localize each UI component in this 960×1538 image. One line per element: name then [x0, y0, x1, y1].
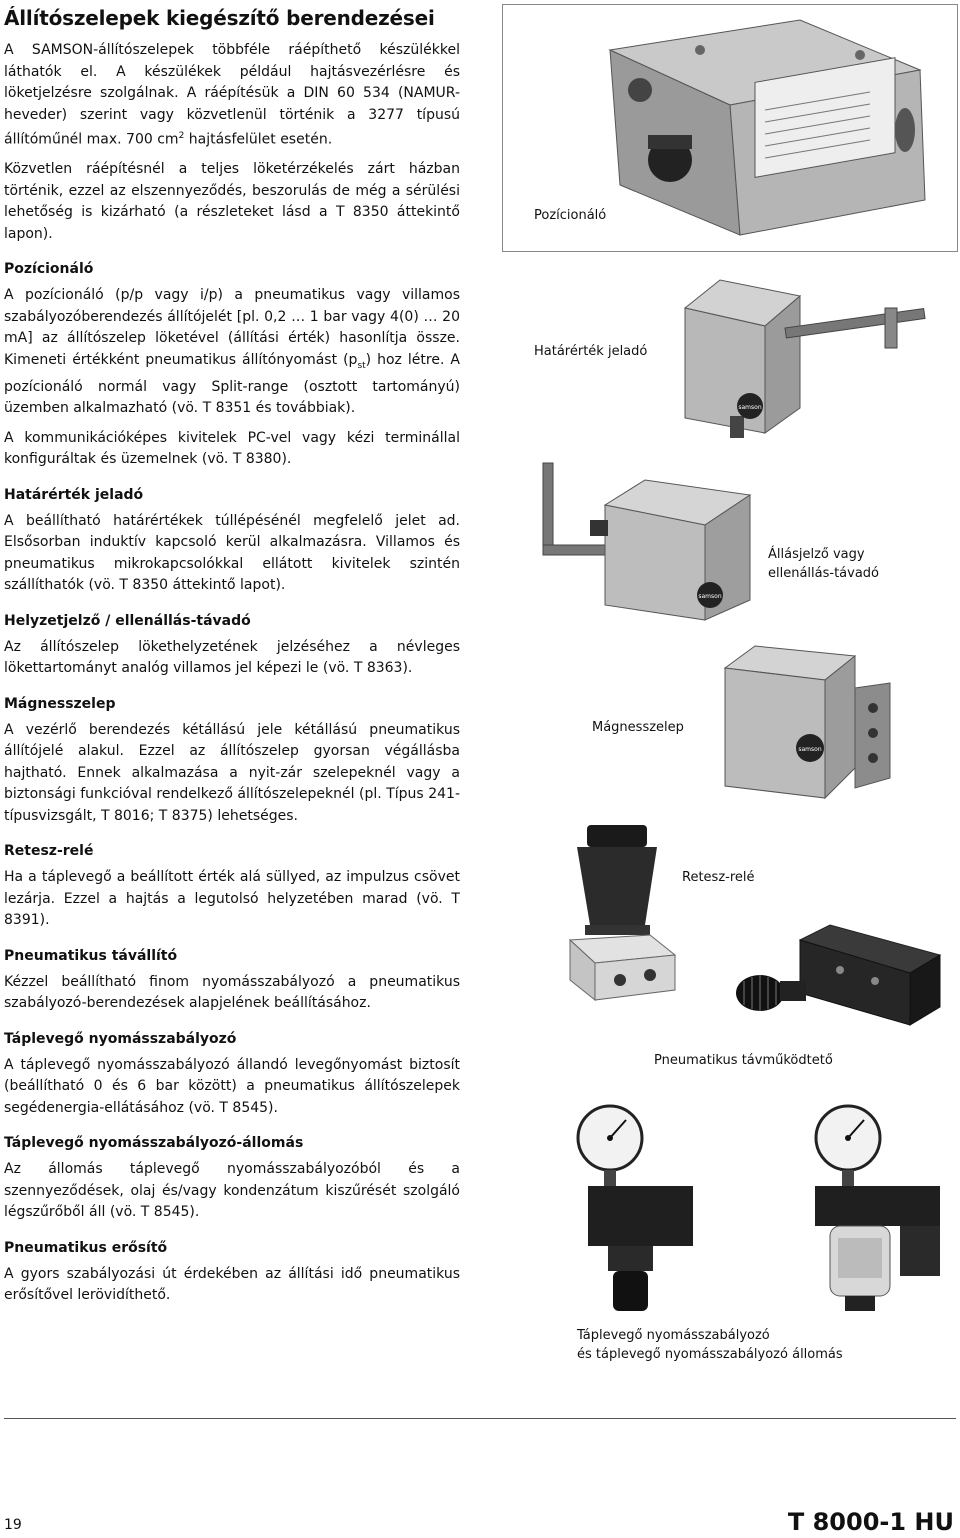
- transmitter-photo: [535, 455, 765, 625]
- lockup-relay-photo: [565, 815, 680, 1005]
- section-paragraph: A pozícionáló (p/p vagy i/p) a pneumatikus vagy villamos szabályozóberendezés állítójelét [pl. 0,2 … 1 bar vagy 4(0) … 20 mA] az állítószelep löketével (állítási érték) hasonlítja össze. Kimeneti értékként pneumatikus állítónyomást $(p_{st})$ hoz létre. A pozícionáló normál vagy Split-range (osztott tartományú) üzemben alkalmazható (vö. T 8351 és továbbiak).: [4, 287, 460, 417]
- section-heading: Határérték jeladó: [4, 486, 144, 503]
- section-lockup: [4, 841, 460, 932]
- limit-switch-photo: [675, 268, 930, 443]
- caption-limit-switch: Határérték jeladó: [534, 344, 648, 359]
- section-solenoid: [4, 694, 460, 828]
- section-booster: [4, 1238, 460, 1307]
- section-limit-switch: [4, 485, 460, 597]
- section-heading: Helyzetjelző / ellenállás-távadó: [4, 612, 251, 629]
- section-paragraph: A vezérlő berendezés kétállású jele kétállású pneumatikus állítójelé alakul. Ezzel az állítószelep gyorsan végállásba hajtható. Ennek alkalmazása a nyit-zár szelepeknél vagy a biztonsági funkcióval rendelkező állítószelepeknél (pl. Típus 241-típusvizsgált, T 8016; T 8375) lehetséges.: [4, 721, 460, 824]
- caption-remote: Pneumatikus távműködtető: [654, 1053, 833, 1068]
- section-heading: Pozícionáló: [4, 261, 94, 278]
- text-column: [4, 0, 460, 1315]
- limit-switch-logo: samson: [738, 404, 762, 411]
- section-heading: Mágnesszelep: [4, 695, 116, 712]
- caption-transmitter-2: ellenállás-távadó: [768, 566, 880, 581]
- page-title: Állítószelepek kiegészítő berendezései: [4, 6, 435, 30]
- document-number: T 8000-1 HU: [787, 1508, 954, 1536]
- section-heading: Táplevegő nyomásszabályozó-állomás: [4, 1135, 304, 1152]
- footer-rule: [4, 1418, 956, 1419]
- section-paragraph: A kommunikációképes kivitelek PC-vel vagy kézi terminállal konfiguráltak és üzemelnek (vö. T 8380).: [4, 429, 460, 468]
- section-heading: Táplevegő nyomásszabályozó: [4, 1030, 237, 1047]
- section-paragraph: Kézzel beállítható finom nyomásszabályozó a pneumatikus szabályozó-berendezések alapjelének beállításához.: [4, 973, 460, 1012]
- section-heading: Retesz-relé: [4, 843, 94, 860]
- intro-paragraph-2: Közvetlen ráépítésnél a teljes löketérzékelés zárt házban történik, ezzel az elszennyeződés, beszorulás de még a sérülési lehetőség is kizárható (a részleteket lásd a T 8350 áttekintő lapon).: [4, 161, 460, 242]
- section-remote: [4, 946, 460, 1015]
- solenoid-valve-photo: [715, 638, 905, 808]
- section-positioner: [4, 259, 460, 471]
- section-heading: Pneumatikus erősítő: [4, 1239, 168, 1256]
- section-paragraph: Az állomás táplevegő nyomásszabályozóból és a szennyeződések, olaj és/vagy kondenzátum kiszűrését szolgáló légszűrőből áll (vö. T 8545).: [4, 1161, 460, 1221]
- caption-transmitter-1: Állásjelző vagy: [768, 547, 865, 562]
- caption-positioner: Pozícionáló: [534, 208, 607, 223]
- section-paragraph: A gyors szabályozási út érdekében az állítási idő pneumatikus erősítővel lerövidíthető.: [4, 1265, 460, 1304]
- section-paragraph: A beállítható határértékek túllépésénél megfelelő jelet ad. Elsősorban induktív kapcsoló kerül alkalmazásra. Villamos és pneumatikus mikrokapcsolókkal ellátott kivitelek szintén szállíthatók (vö. T 8350 áttekintő lapot).: [4, 512, 460, 594]
- solenoid-logo: samson: [798, 746, 822, 753]
- caption-regulator-2: és táplevegő nyomásszabályozó állomás: [577, 1347, 843, 1362]
- caption-lockup: Retesz-relé: [682, 870, 755, 885]
- caption-solenoid: Mágnesszelep: [592, 720, 684, 735]
- remote-adjuster-photo: [730, 915, 950, 1045]
- section-paragraph: Ha a táplevegő a beállított érték alá süllyed, az impulzus csövet lezárja. Ezzel a hajtás a legutolsó helyzetében marad (vö. T 8391).: [4, 869, 460, 929]
- section-transmitter: [4, 611, 460, 680]
- section-paragraph: Az állítószelep lökethelyzetének jelzéséhez a névleges lökettartományt analóg villamos jel képezi le (vö. T 8363).: [4, 638, 460, 677]
- transmitter-logo: samson: [698, 593, 722, 600]
- page-number: 19: [4, 1517, 22, 1533]
- section-station: [4, 1133, 460, 1224]
- caption-regulator-1: Táplevegő nyomásszabályozó: [577, 1328, 770, 1343]
- pressure-regulator-station-photo: [800, 1098, 950, 1313]
- section-regulator: [4, 1029, 460, 1120]
- section-paragraph: A táplevegő nyomásszabályozó állandó levegőnyomást biztosít (beállítható 0 és 6 bar között) a pneumatikus állítószelepek segédenergia-ellátásához (vö. T 8545).: [4, 1056, 460, 1116]
- section-heading: Pneumatikus távállító: [4, 947, 178, 964]
- intro-paragraph-1: A SAMSON-állítószelepek többféle ráépíthető készülékkel láthatók el. A készülékek például hajtásvezérlésre és löketjelzésre szolgálnak. A ráépítésük a DIN 60 534 (NAMUR-heveder) szerint vagy közvetlenül történik a 3277 típusú állítóműnél max. 700 $cm^2$ hajtásfelület esetén.: [4, 42, 460, 148]
- pressure-regulator-photo: [568, 1098, 698, 1313]
- positioner-photo: [570, 10, 945, 245]
